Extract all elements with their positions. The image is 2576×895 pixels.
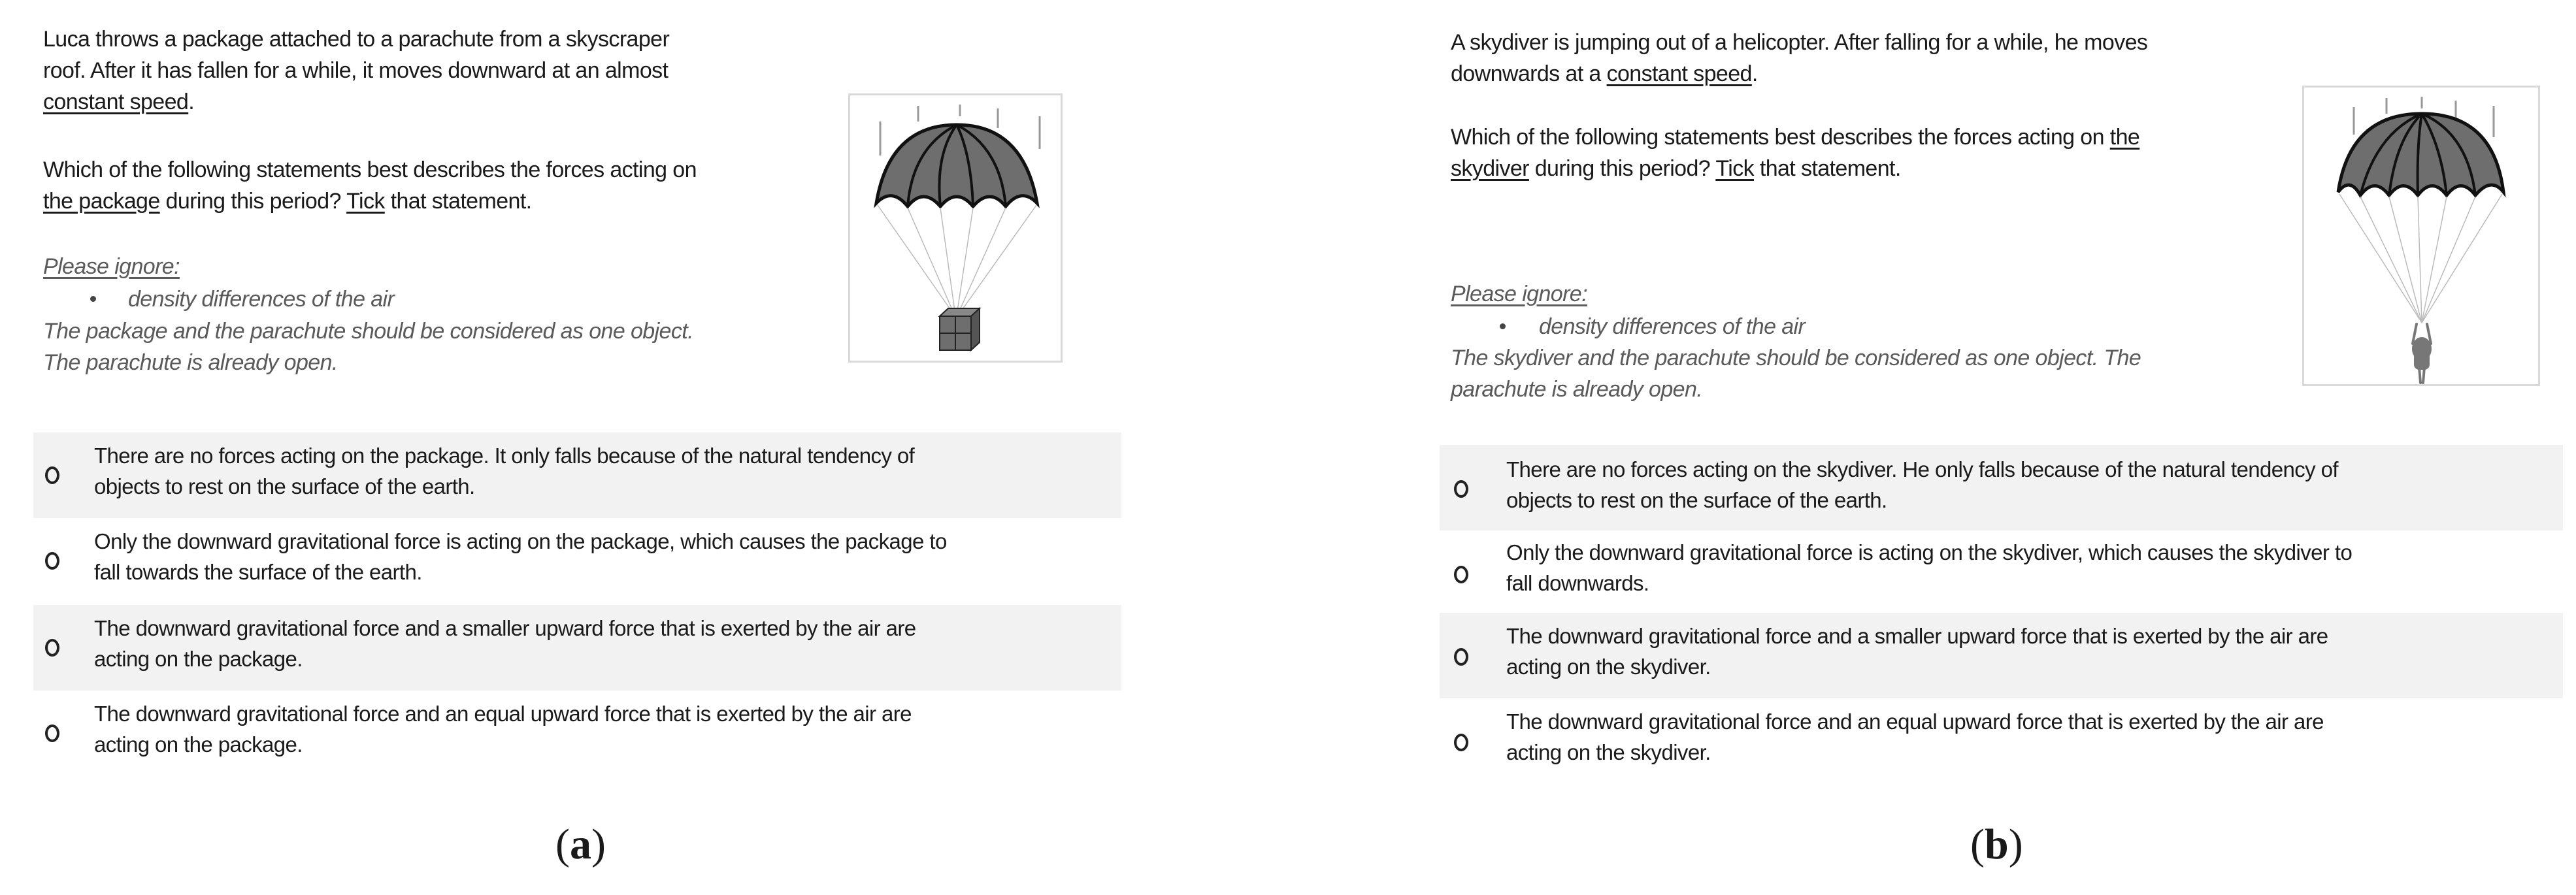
period: .	[1751, 61, 1758, 86]
radio-button[interactable]	[1454, 734, 1468, 751]
ignore-bullet-text: density differences of the air	[128, 287, 395, 312]
answer-option-1[interactable]	[1440, 445, 2563, 530]
option-text-line-1: Only the downward gravitational force is acting on the skydiver, which causes the skydiver to	[1506, 540, 2353, 564]
radio-button[interactable]	[1454, 648, 1468, 666]
option-text-line-1: The downward gravitational force and a smaller upward force that is exerted by the air are	[1506, 624, 2328, 648]
question-end: that statement.	[1754, 156, 1901, 181]
option-text-line-1: There are no forces acting on the package. It only falls because of the natural tendency of	[94, 444, 915, 468]
answer-option-3[interactable]	[1440, 613, 2563, 698]
ignore-bullet-text: density differences of the air	[1539, 314, 1806, 339]
bullet-icon	[90, 296, 96, 302]
option-text-line-2: fall towards the surface of the earth.	[94, 560, 422, 584]
question-line-1: Which of the following statements best describes the forces acting on	[43, 157, 697, 182]
question-mid: during this period?	[1528, 156, 1716, 181]
note-line-1: The package and the parachute should be considered as one object.	[43, 319, 693, 344]
option-text-line-1: There are no forces acting on the skydiver. He only falls because of the natural tendency of	[1506, 457, 2338, 481]
ignore-heading: Please ignore:	[43, 254, 180, 279]
period: .	[188, 90, 195, 114]
option-text-line-2: acting on the package.	[94, 647, 303, 671]
skydiver-emphasis: skydiver	[1451, 156, 1529, 181]
option-text-line-2: objects to rest on the surface of the earth.	[94, 474, 475, 498]
paren: )	[2008, 821, 2023, 868]
radio-button[interactable]	[45, 639, 59, 657]
radio-button[interactable]	[45, 724, 59, 742]
question-panel-a	[0, 0, 1150, 895]
option-text-line-2: objects to rest on the surface of the earth.	[1506, 488, 1887, 512]
option-text-line-2: acting on the package.	[94, 732, 303, 757]
option-text-line-1: The downward gravitational force and an equal upward force that is exerted by the air are	[1506, 709, 2324, 734]
option-text-line-2: acting on the skydiver.	[1506, 740, 1711, 764]
radio-button[interactable]	[1454, 566, 1468, 583]
caption-letter: a	[569, 821, 591, 868]
tick-emphasis: Tick	[1715, 156, 1754, 181]
option-text-line-2: acting on the skydiver.	[1506, 655, 1711, 679]
answer-option-3[interactable]	[33, 605, 1121, 691]
question-line-1	[1451, 122, 2139, 153]
intro-line-3	[43, 86, 194, 118]
answer-option-2[interactable]	[1440, 530, 2563, 616]
option-text-line-1: The downward gravitational force and a smaller upward force that is exerted by the air are	[94, 616, 916, 640]
note-line-2: The parachute is already open.	[43, 350, 338, 375]
package-emphasis: the package	[43, 189, 160, 214]
answer-option-4[interactable]	[1440, 698, 2563, 784]
intro-line-1: Luca throws a package attached to a parachute from a skyscraper	[43, 27, 670, 52]
note-line-2: parachute is already open.	[1451, 377, 1703, 402]
the-emphasis: the	[2109, 125, 2140, 150]
intro-line-2: roof. After it has fallen for a while, it moves downward at an almost	[43, 58, 669, 83]
answer-option-4[interactable]	[33, 691, 1121, 776]
bullet-icon	[1500, 323, 1506, 329]
caption-letter: b	[1984, 821, 2009, 868]
option-text-line-1: Only the downward gravitational force is acting on the package, which causes the package to	[94, 529, 947, 553]
question-mid: during this period?	[159, 189, 347, 214]
question-line-2	[1451, 153, 1901, 184]
intro-line-2	[1451, 58, 1758, 90]
question-panel-b	[1405, 0, 2576, 895]
parachute-with-package-icon	[848, 93, 1063, 363]
radio-button[interactable]	[1454, 480, 1468, 498]
paren: (	[555, 821, 570, 868]
constant-speed-emphasis: constant speed	[1606, 61, 1752, 86]
paren: (	[1970, 821, 1985, 868]
question-end: that statement.	[384, 189, 532, 214]
caption-b	[1970, 820, 2023, 870]
answer-option-1[interactable]	[33, 432, 1121, 518]
question-start: Which of the following statements best describes the forces acting on	[1451, 125, 2110, 150]
intro-line-1: A skydiver is jumping out of a helicopter. After falling for a while, he moves	[1451, 30, 2148, 55]
radio-button[interactable]	[45, 466, 59, 484]
radio-button[interactable]	[45, 552, 59, 570]
tick-emphasis: Tick	[346, 189, 385, 214]
parachute-with-skydiver-icon	[2302, 86, 2540, 386]
intro-start: downwards at a	[1451, 61, 1607, 86]
answer-option-2[interactable]	[33, 518, 1121, 604]
ignore-heading: Please ignore:	[1451, 282, 1587, 306]
caption-a	[555, 820, 606, 870]
option-text-line-2: fall downwards.	[1506, 571, 1649, 595]
constant-speed-emphasis: constant speed	[43, 90, 189, 114]
question-line-2	[43, 186, 532, 217]
option-text-line-1: The downward gravitational force and an equal upward force that is exerted by the air are	[94, 702, 912, 726]
note-line-1: The skydiver and the parachute should be considered as one object. The	[1451, 346, 2141, 370]
paren: )	[591, 821, 606, 868]
